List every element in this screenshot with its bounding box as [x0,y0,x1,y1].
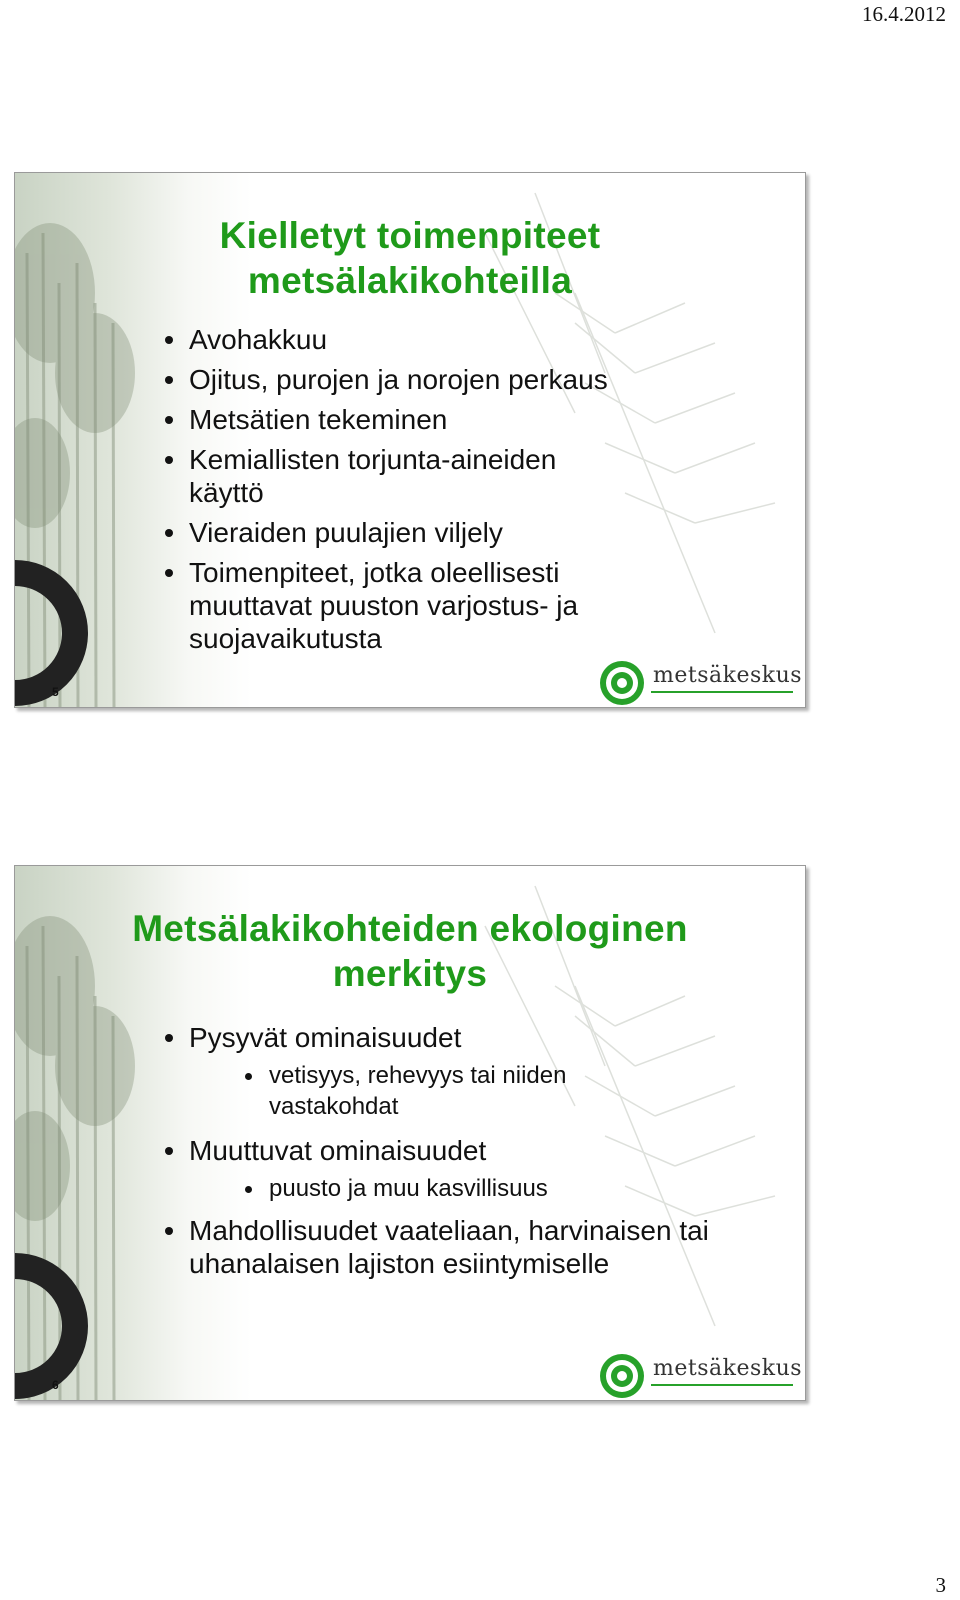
logo-text: metsäkeskus [653,663,803,688]
target-logo-icon [598,659,646,707]
slide-title [15,213,805,303]
metsakeskus-logo [598,1350,803,1400]
slide-title-line: metsälakikohteilla [247,260,573,301]
slide-5 [14,172,806,708]
metsakeskus-logo [598,657,803,707]
page-date: 16.4.2012 [862,2,946,26]
slide-title-line: Metsälakikohteiden ekologinen [132,908,688,949]
list-item: Kemiallisten torjunta-aineiden käyttö [165,443,635,509]
page-number: 3 [935,1573,946,1597]
list-item: Ojitus, purojen ja norojen perkaus [165,363,635,396]
bullet-list [165,1021,725,1280]
list-item: Metsätien tekeminen [165,403,635,436]
slide-title [15,906,805,996]
list-item: Vieraiden puulajien viljely [165,516,635,549]
logo-underline [651,691,793,693]
slide-number: 5 [52,685,59,699]
slide-title-line: merkitys [332,953,488,994]
list-item: Muuttuvat ominaisuudet [165,1134,725,1167]
bullet-list [165,323,635,655]
list-item: Toimenpiteet, jotka oleellisesti muuttavat puuston varjostus- ja suojavaikutusta [165,556,635,655]
list-item: Avohakkuu [165,323,635,356]
sub-list-item: puusto ja muu kasvillisuus [165,1173,725,1204]
target-logo-icon [598,1352,646,1400]
list-item: Pysyvät ominaisuudet [165,1021,725,1054]
list-item: Mahdollisuudet vaateliaan, harvinaisen tai uhanalaisen lajiston esiintymiselle [165,1214,729,1280]
sub-list-item: vetisyys, rehevyys tai niiden vastakohdat [165,1060,599,1122]
logo-underline [651,1384,793,1386]
slide-title-line: Kielletyt toimenpiteet [219,215,601,256]
slide-6 [14,865,806,1401]
logo-text: metsäkeskus [653,1356,803,1381]
slide-number: 6 [52,1378,59,1392]
